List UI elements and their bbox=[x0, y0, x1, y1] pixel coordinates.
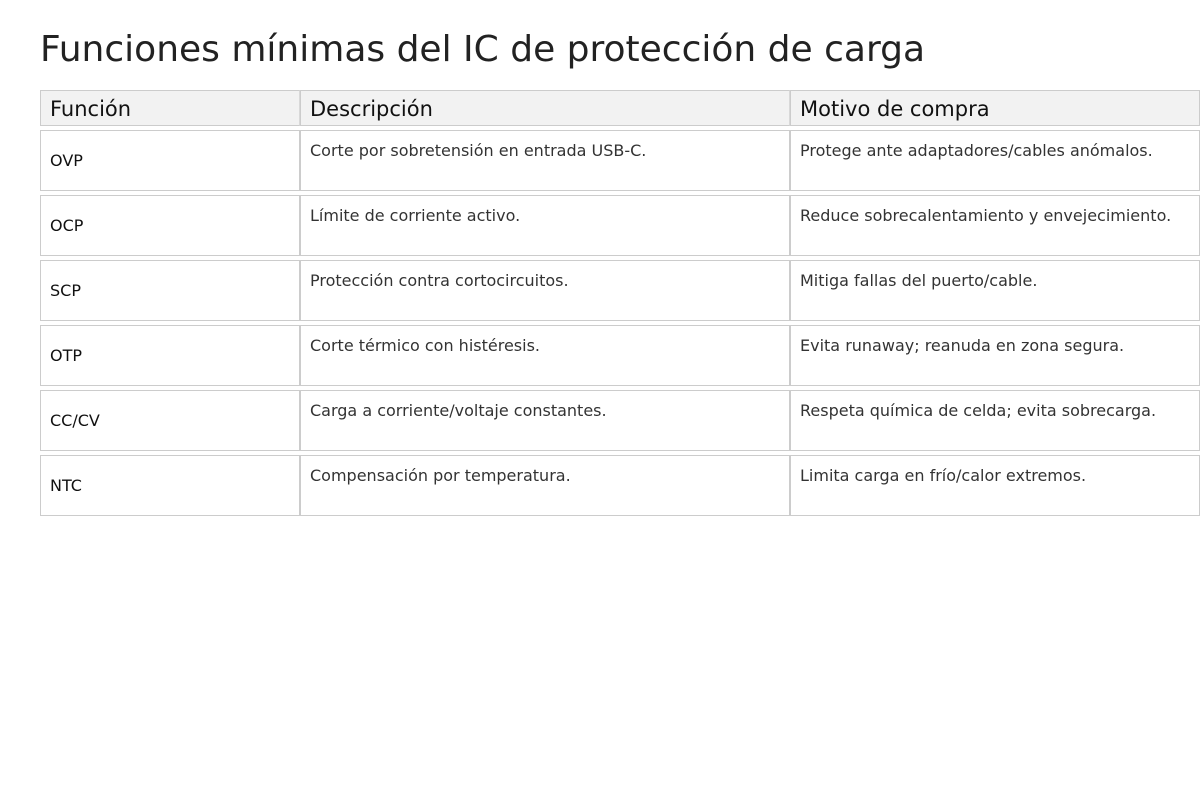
header-funcion: Función bbox=[40, 90, 300, 126]
cell-funcion: NTC bbox=[40, 455, 300, 516]
header-descripcion: Descripción bbox=[300, 90, 790, 126]
cell-descripcion: Corte por sobretensión en entrada USB-C. bbox=[300, 130, 790, 191]
table-row bbox=[40, 455, 1200, 516]
table-header-row bbox=[40, 90, 1200, 126]
cell-funcion: OVP bbox=[40, 130, 300, 191]
table-row bbox=[40, 130, 1200, 191]
cell-motivo: Reduce sobrecalentamiento y envejecimiento. bbox=[790, 195, 1200, 256]
cell-descripcion: Carga a corriente/voltaje constantes. bbox=[300, 390, 790, 451]
cell-motivo: Protege ante adaptadores/cables anómalos. bbox=[790, 130, 1200, 191]
functions-table bbox=[40, 90, 1200, 516]
cell-funcion: SCP bbox=[40, 260, 300, 321]
cell-descripcion: Compensación por temperatura. bbox=[300, 455, 790, 516]
cell-descripcion: Protección contra cortocircuitos. bbox=[300, 260, 790, 321]
cell-motivo: Mitiga fallas del puerto/cable. bbox=[790, 260, 1200, 321]
page-title: Funciones mínimas del IC de protección de carga bbox=[40, 29, 926, 70]
cell-motivo: Respeta química de celda; evita sobrecarga. bbox=[790, 390, 1200, 451]
table-row bbox=[40, 260, 1200, 321]
cell-descripcion: Corte térmico con histéresis. bbox=[300, 325, 790, 386]
cell-funcion: OCP bbox=[40, 195, 300, 256]
table-row bbox=[40, 390, 1200, 451]
header-motivo: Motivo de compra bbox=[790, 90, 1200, 126]
cell-funcion: CC/CV bbox=[40, 390, 300, 451]
cell-funcion: OTP bbox=[40, 325, 300, 386]
table-row bbox=[40, 325, 1200, 386]
cell-motivo: Limita carga en frío/calor extremos. bbox=[790, 455, 1200, 516]
cell-descripcion: Límite de corriente activo. bbox=[300, 195, 790, 256]
cell-motivo: Evita runaway; reanuda en zona segura. bbox=[790, 325, 1200, 386]
table-row bbox=[40, 195, 1200, 256]
